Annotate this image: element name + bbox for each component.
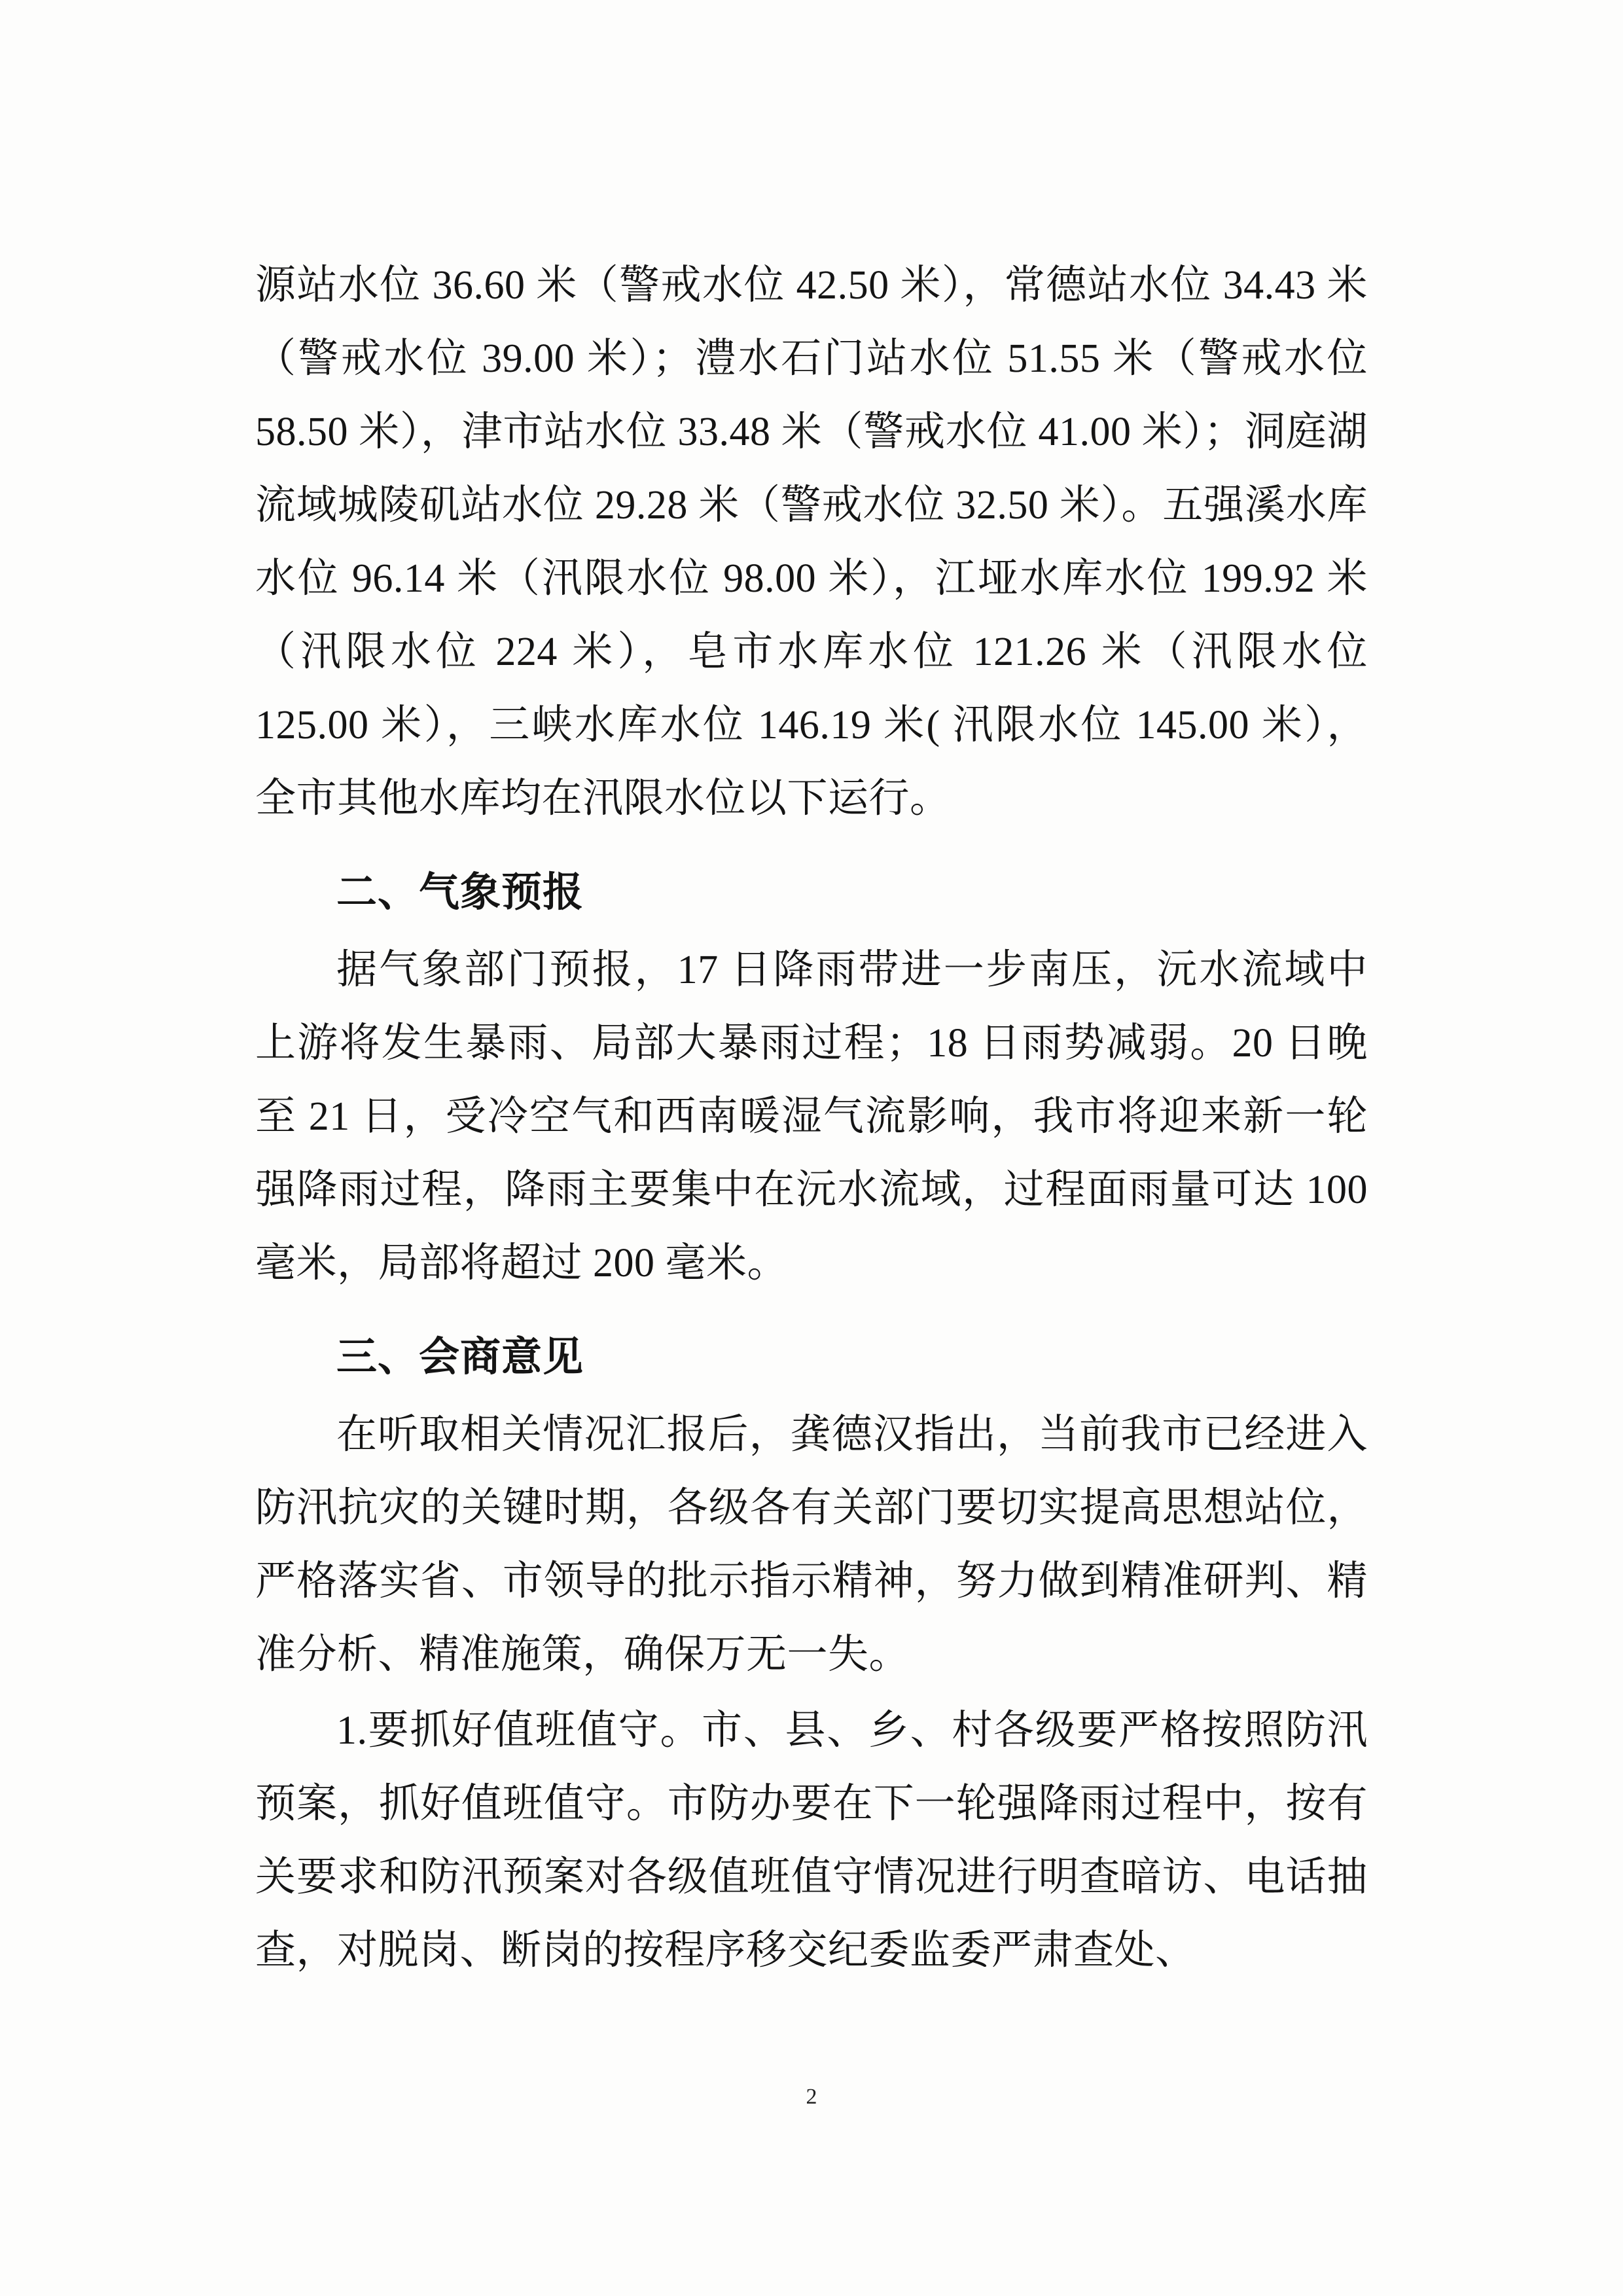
- spacer: [255, 1302, 1368, 1309]
- document-body: [255, 249, 1368, 1990]
- paragraph-water-levels: 源站水位 36.60 米（警戒水位 42.50 米），常德站水位 34.43 米（警戒水位 39.00 米）；澧水石门站水位 51.55 米（警戒水位 58.50 米），津市站水位 33.48 米（警戒水位 41.00 米）；洞庭湖流域城陵矶站水位 29.28 米（警戒水位 32.50 米）。五强溪水库水位 96.14 米（汛限水位 98.00 米），江垭水库水位 199.92 米（汛限水位 224 米），皂市水库水位 121.26 米（汛限水位 125.00 米），三峡水库水位 146.19 米( 汛限水位 145.00 米），全市其他水库均在汛限水位以下运行。: [255, 263, 1368, 821]
- section-heading-consultation-opinion: 三、会商意见: [336, 1335, 584, 1380]
- paragraph-duty-item-1: 1.要抓好值班值守。市、县、乡、村各级要严格按照防汛预案，抓好值班值守。市防办要在下一轮强降雨过程中，按有关要求和防汛预案对各级值班值守情况进行明查暗访、电话抽查，对脱岗、断岗的按程序移交纪委监委严肃查处、: [255, 1708, 1368, 1973]
- paragraph-consultation-opinion: 在听取相关情况汇报后，龚德汉指出，当前我市已经进入防汛抗灾的关键时期，各级各有关部门要切实提高思想站位，严格落实省、市领导的批示指示精神，努力做到精准研判、精准分析、精准施策，确保万无一失。: [255, 1412, 1368, 1677]
- section-heading-weather-forecast: 二、气象预报: [336, 870, 584, 915]
- spacer: [255, 838, 1368, 844]
- paragraph-weather-forecast: 据气象部门预报，17 日降雨带进一步南压，沅水流域中上游将发生暴雨、局部大暴雨过程；18 日雨势减弱。20 日晚至 21 日，受冷空气和西南暖湿气流影响，我市将迎来新一轮强降雨过程，降雨主要集中在沅水流域，过程面雨量可达 100 毫米，局部将超过 200 毫米。: [255, 948, 1368, 1285]
- page-number: 2: [806, 2085, 817, 2109]
